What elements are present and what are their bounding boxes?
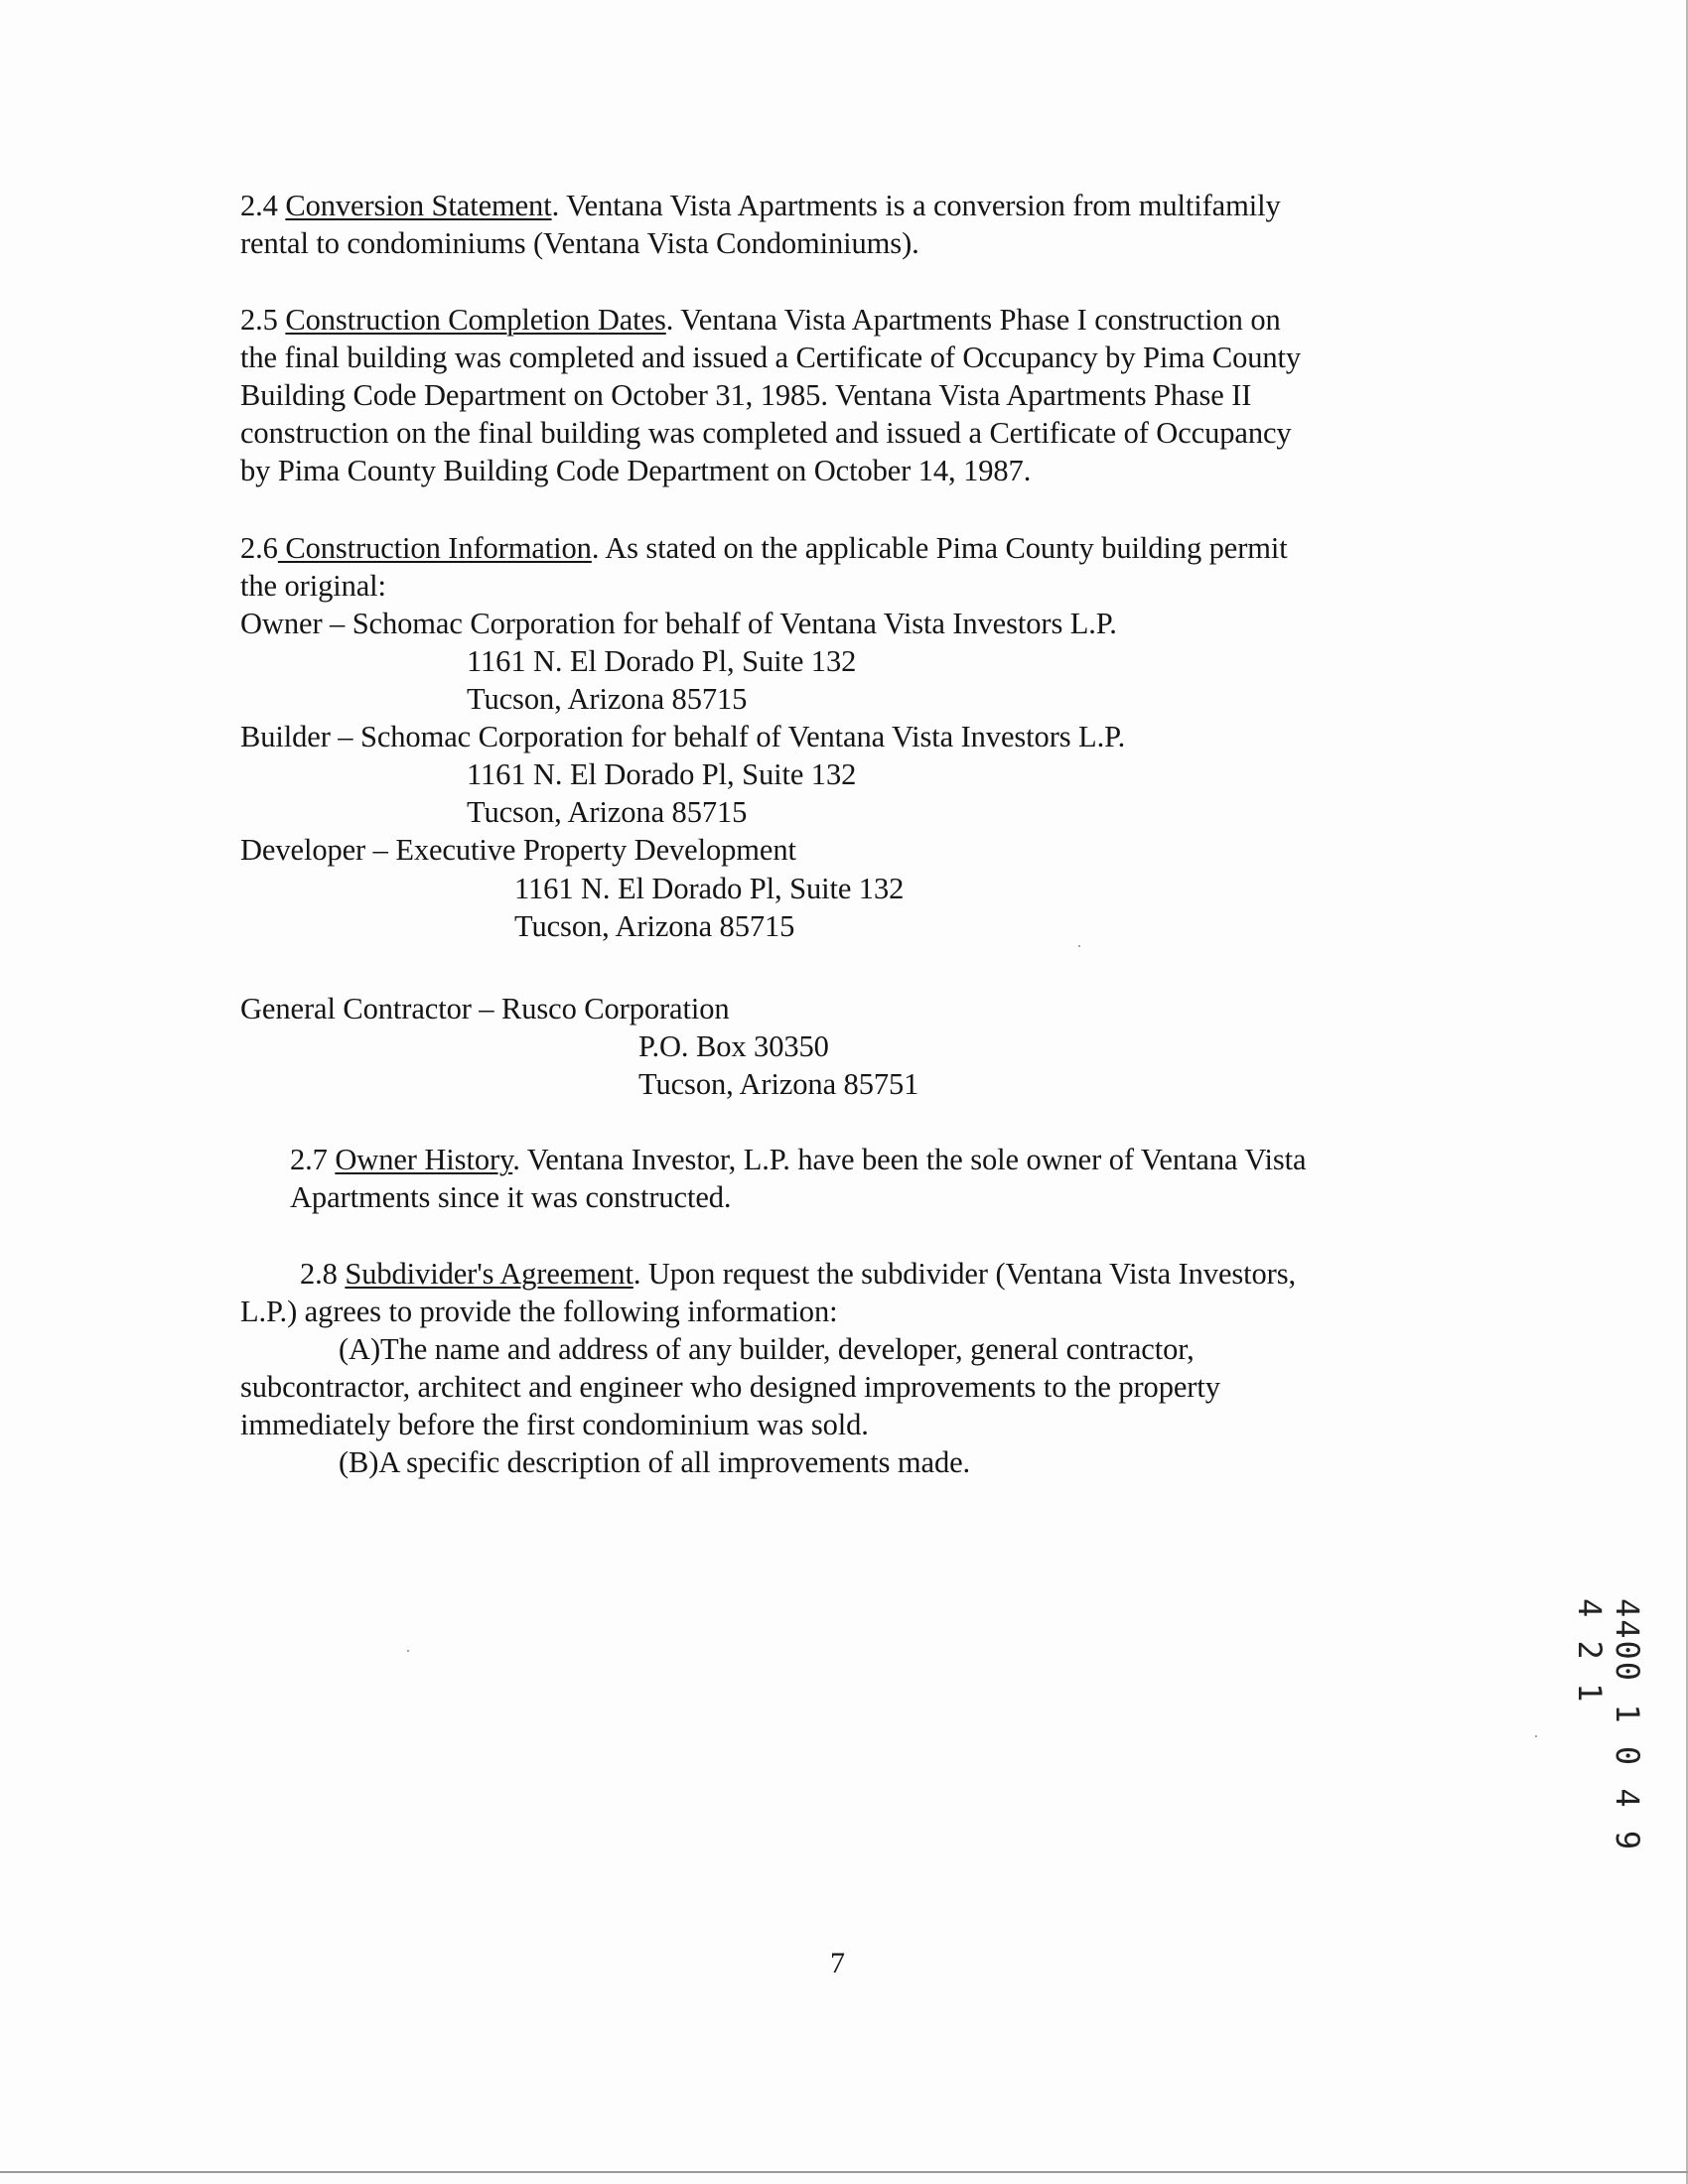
owner-address-line-1: 1161 N. El Dorado Pl, Suite 132 bbox=[467, 644, 857, 678]
section-number: 2.8 bbox=[300, 1257, 346, 1291]
section-2-4-line-2: rental to condominiums (Ventana Vista Condominiums). bbox=[240, 226, 919, 260]
section-2-6-line-1 bbox=[240, 529, 1288, 567]
item-b-line: (B)A specific description of all improvements made. bbox=[339, 1445, 971, 1479]
section-text: . Ventana Vista Apartments is a conversion from multifamily bbox=[551, 189, 1281, 222]
section-number: 2.7 bbox=[290, 1143, 336, 1176]
section-2-7-line-2: Apartments since it was constructed. bbox=[290, 1180, 732, 1214]
section-heading: Subdivider's Agreement bbox=[345, 1257, 633, 1291]
section-text: . Ventana Vista Apartments Phase I construction on bbox=[665, 303, 1281, 337]
scan-speck bbox=[1078, 945, 1080, 947]
section-heading: Construction Information bbox=[277, 531, 592, 565]
page-number: 7 bbox=[830, 1947, 845, 1979]
contractor-address-line-1: P.O. Box 30350 bbox=[638, 1029, 829, 1063]
section-2-5-line-3: Building Code Department on October 31, 1985. Ventana Vista Apartments Phase II bbox=[240, 378, 1252, 412]
developer-line: Developer – Executive Property Development bbox=[240, 833, 796, 867]
section-number: 2.6 bbox=[240, 531, 278, 565]
section-text: . Upon request the subdivider (Ventana Vista Investors, bbox=[633, 1257, 1297, 1291]
contractor-address-line-2: Tucson, Arizona 85751 bbox=[638, 1067, 919, 1101]
item-a-line-3: immediately before the first condominium was sold. bbox=[240, 1408, 869, 1441]
builder-address-line-1: 1161 N. El Dorado Pl, Suite 132 bbox=[467, 757, 857, 791]
section-2-8-line-1 bbox=[300, 1255, 1296, 1293]
owner-address-line-2: Tucson, Arizona 85715 bbox=[467, 682, 748, 716]
scan-edge-bottom bbox=[0, 2171, 1688, 2173]
owner-line: Owner – Schomac Corporation for behalf of Ventana Vista Investors L.P. bbox=[240, 607, 1117, 640]
scan-speck bbox=[407, 1650, 409, 1652]
section-heading: Owner History bbox=[335, 1143, 513, 1176]
general-contractor-line: General Contractor – Rusco Corporation bbox=[240, 992, 730, 1025]
section-2-4-line-1 bbox=[240, 187, 1281, 224]
section-2-5-line-1 bbox=[240, 301, 1281, 339]
section-2-6-line-2: the original: bbox=[240, 569, 386, 603]
item-a-line-2: subcontractor, architect and engineer who designed improvements to the property bbox=[240, 1370, 1220, 1404]
section-number: 2.5 bbox=[240, 303, 286, 337]
builder-line: Builder – Schomac Corporation for behalf of Ventana Vista Investors L.P. bbox=[240, 720, 1126, 753]
section-2-8-line-2: L.P.) agrees to provide the following information: bbox=[240, 1295, 838, 1328]
section-2-5-line-4: construction on the final building was completed and issued a Certificate of Occupancy bbox=[240, 416, 1292, 450]
section-number: 2.4 bbox=[240, 189, 286, 222]
section-text: . Ventana Investor, L.P. have been the sole owner of Ventana Vista bbox=[512, 1143, 1307, 1176]
builder-address-line-2: Tucson, Arizona 85715 bbox=[467, 795, 748, 829]
developer-address-line-2: Tucson, Arizona 85715 bbox=[514, 909, 795, 943]
item-a-line-1: (A)The name and address of any builder, developer, general contractor, bbox=[339, 1332, 1195, 1366]
section-heading: Conversion Statement bbox=[285, 189, 552, 222]
section-2-5-line-2: the final building was completed and issued a Certificate of Occupancy by Pima County bbox=[240, 341, 1302, 374]
developer-address-line-1: 1161 N. El Dorado Pl, Suite 132 bbox=[514, 872, 905, 905]
section-2-7-line-1 bbox=[290, 1141, 1306, 1178]
section-2-5-line-5: by Pima County Building Code Department on October 14, 1987. bbox=[240, 454, 1032, 487]
scan-speck bbox=[1535, 1735, 1537, 1737]
section-text: . As stated on the applicable Pima County building permit bbox=[591, 531, 1288, 565]
recording-stamp: 4400 1 0 4 9 4 2 1 bbox=[1571, 1598, 1646, 1852]
section-heading: Construction Completion Dates bbox=[285, 303, 666, 337]
